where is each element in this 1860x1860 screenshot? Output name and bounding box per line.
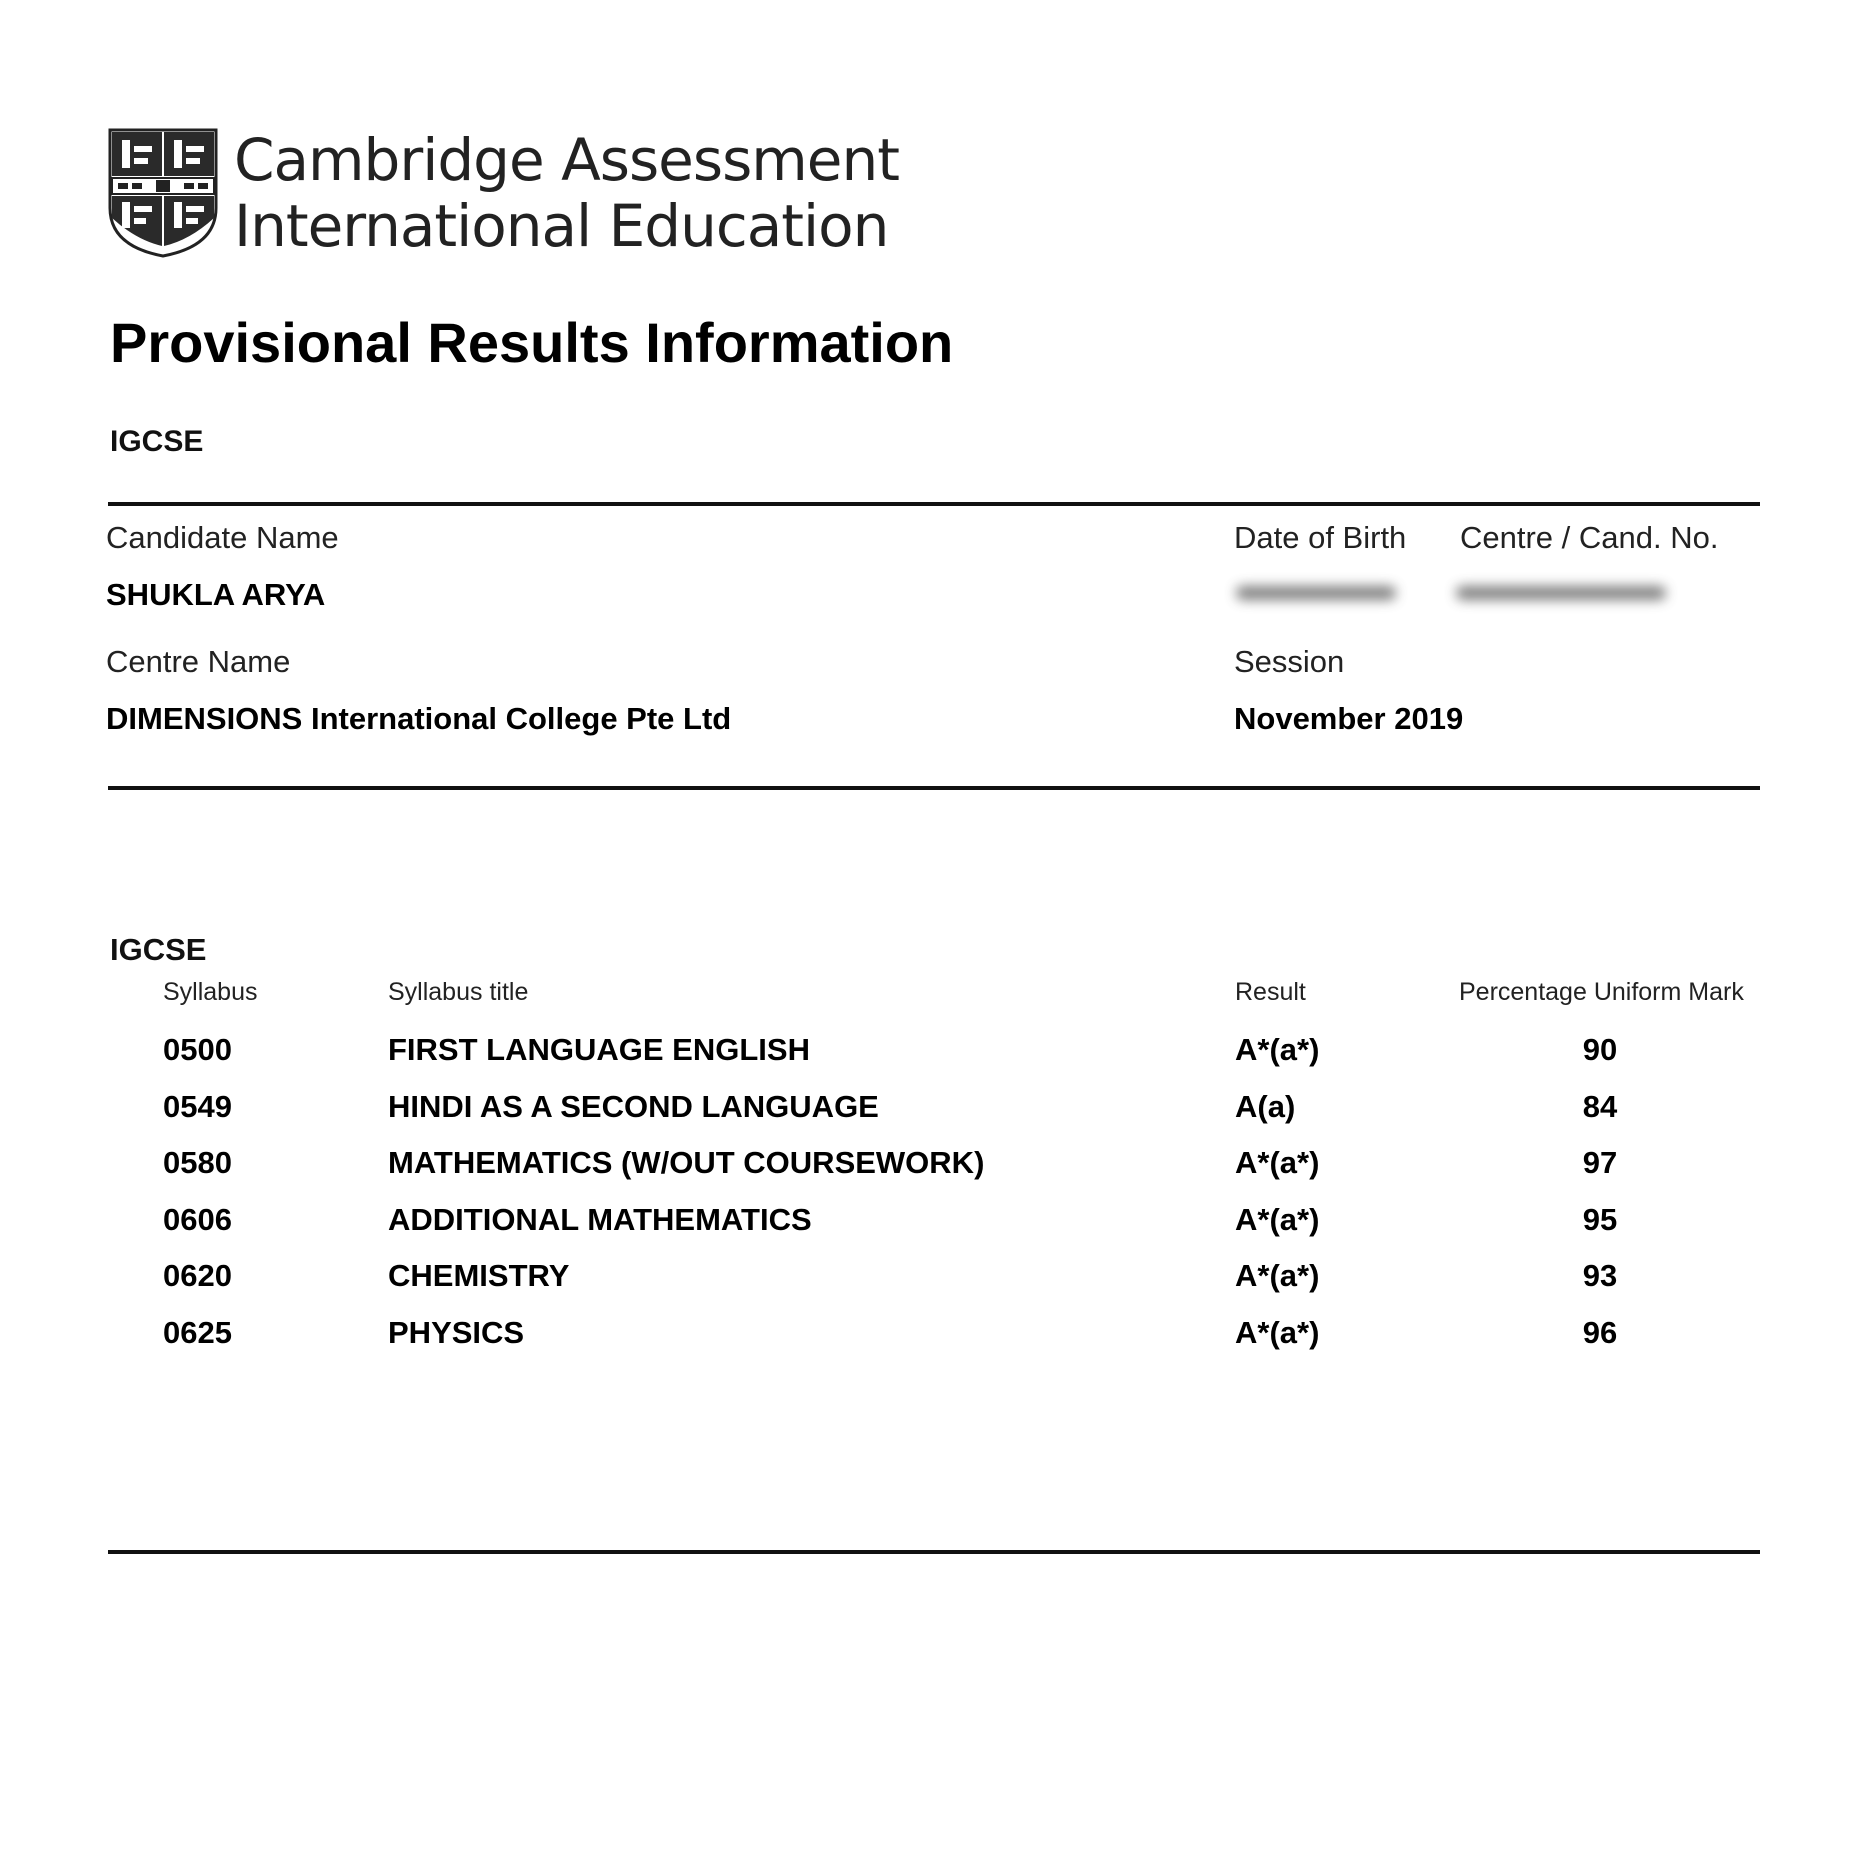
centre-name-label: Centre Name	[106, 644, 291, 679]
table-row	[0, 1202, 1860, 1259]
divider-middle	[108, 786, 1760, 790]
uniform-mark: 96	[1582, 1314, 1618, 1350]
header-result: Result	[1235, 978, 1306, 1006]
header-syllabus-title: Syllabus title	[388, 978, 529, 1006]
date-of-birth-redacted	[1236, 586, 1396, 600]
uniform-mark: 84	[1582, 1088, 1618, 1124]
result-grade: A*(a*)	[1235, 1032, 1320, 1067]
result-grade: A*(a*)	[1235, 1314, 1320, 1350]
syllabus-title: FIRST LANGUAGE ENGLISH	[388, 1032, 810, 1067]
uniform-mark: 93	[1582, 1258, 1618, 1293]
session-label: Session	[1234, 644, 1345, 679]
syllabus-title: MATHEMATICS (W/OUT COURSEWORK)	[388, 1145, 985, 1180]
date-of-birth-label: Date of Birth	[1234, 520, 1407, 555]
syllabus-code: 0500	[163, 1032, 232, 1067]
uniform-mark: 90	[1582, 1032, 1618, 1067]
result-grade: A*(a*)	[1235, 1201, 1320, 1237]
divider-bottom	[108, 1550, 1760, 1554]
candidate-name: SHUKLA ARYA	[106, 577, 326, 612]
table-row	[0, 1032, 1860, 1089]
qualification-heading: IGCSE	[110, 425, 204, 458]
candidate-name-label: Candidate Name	[106, 520, 339, 555]
session-value: November 2019	[1234, 701, 1464, 736]
brand-line-2: International Education	[234, 192, 889, 260]
table-row	[0, 1258, 1860, 1315]
centre-cand-no-redacted	[1456, 586, 1666, 600]
brand-text	[234, 126, 899, 260]
table-row	[0, 1145, 1860, 1202]
syllabus-code: 0625	[163, 1314, 232, 1350]
results-table	[0, 1032, 1860, 1371]
cambridge-crest-icon	[108, 128, 218, 258]
divider-top	[108, 502, 1760, 506]
table-row	[0, 1089, 1860, 1146]
header-syllabus: Syllabus	[163, 978, 258, 1006]
result-grade: A*(a*)	[1235, 1258, 1320, 1293]
cambridge-logo	[108, 128, 899, 258]
header-percentage-uniform-mark: Percentage Uniform Mark	[1459, 978, 1744, 1006]
table-row	[0, 1315, 1860, 1372]
syllabus-title: HINDI AS A SECOND LANGUAGE	[388, 1088, 879, 1124]
brand-line-1: Cambridge Assessment	[234, 126, 899, 194]
syllabus-code: 0580	[163, 1145, 232, 1180]
syllabus-code: 0606	[163, 1201, 232, 1237]
result-grade: A*(a*)	[1235, 1145, 1320, 1180]
results-qualification-heading: IGCSE	[110, 932, 207, 967]
uniform-mark: 95	[1582, 1201, 1618, 1237]
syllabus-title: PHYSICS	[388, 1314, 525, 1350]
centre-name: DIMENSIONS International College Pte Ltd	[106, 701, 732, 736]
centre-cand-no-label: Centre / Cand. No.	[1460, 520, 1719, 555]
syllabus-title: ADDITIONAL MATHEMATICS	[388, 1201, 812, 1237]
uniform-mark: 97	[1582, 1145, 1618, 1180]
syllabus-code: 0620	[163, 1258, 232, 1293]
syllabus-title: CHEMISTRY	[388, 1258, 570, 1293]
syllabus-code: 0549	[163, 1088, 232, 1124]
page-title: Provisional Results Information	[110, 311, 954, 374]
result-grade: A(a)	[1235, 1088, 1296, 1124]
